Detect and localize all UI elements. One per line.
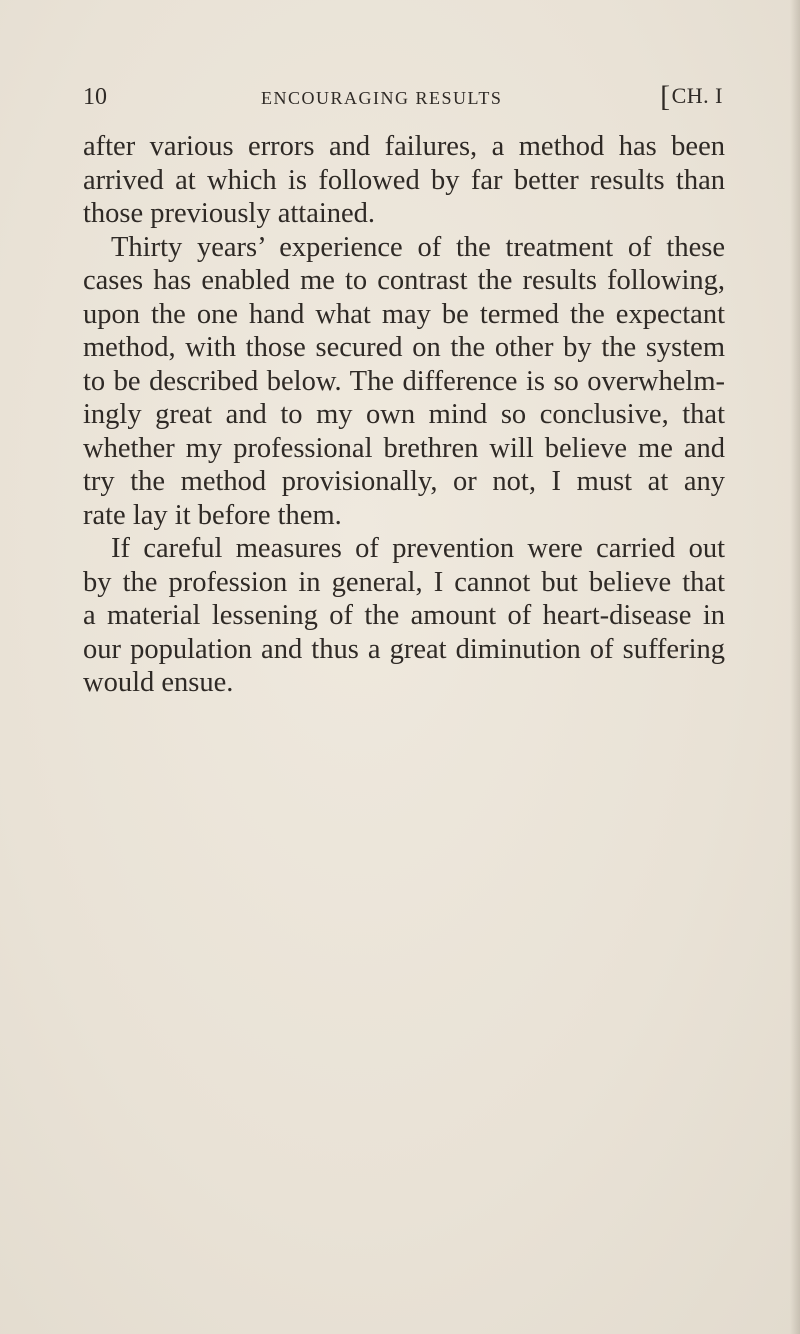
chapter-label: CH. I	[671, 83, 723, 108]
text-line: by the profession in general, I cannot but believe that	[83, 566, 725, 598]
text-line: after various errors and failures, a method has been	[83, 131, 725, 162]
text-line: arrived at which is followed by far better results than	[83, 164, 725, 196]
running-head	[83, 80, 723, 114]
running-title: ENCOURAGING RESULTS	[261, 88, 503, 108]
text-line: Thirty years’ experience of the treatment of these	[111, 231, 725, 263]
body-text	[83, 130, 725, 700]
text-line: a material lessening of the amount of heart-disease in	[83, 600, 725, 631]
text-line: to be described below. The difference is so overwhelm-	[83, 365, 725, 397]
text-line: cases has enabled me to contrast the results following,	[83, 265, 725, 296]
text-line: rate lay it before them.	[83, 499, 342, 531]
text-line: upon the one hand what may be termed the expectant	[83, 298, 725, 330]
paragraph	[83, 130, 725, 231]
text-line: whether my professional brethren will believe me and	[83, 432, 725, 464]
paragraph	[83, 532, 725, 700]
chapter-bracket: [	[660, 80, 671, 113]
text-line: would ensue.	[83, 667, 234, 698]
page-number: 10	[83, 84, 107, 110]
text-line: ingly great and to my own mind so conclusive, that	[83, 399, 725, 430]
text-line: our population and thus a great diminution of suffering	[83, 633, 725, 665]
text-line: those previously attained.	[83, 198, 376, 229]
page-edge-shadow	[790, 0, 800, 1334]
chapter-reference	[660, 80, 723, 114]
text-line: method, with those secured on the other by the system	[83, 332, 725, 363]
paragraph	[83, 231, 725, 533]
text-line: try the method provisionally, or not, I must at any	[83, 466, 725, 497]
text-line: If careful measures of prevention were carried out	[111, 533, 725, 564]
